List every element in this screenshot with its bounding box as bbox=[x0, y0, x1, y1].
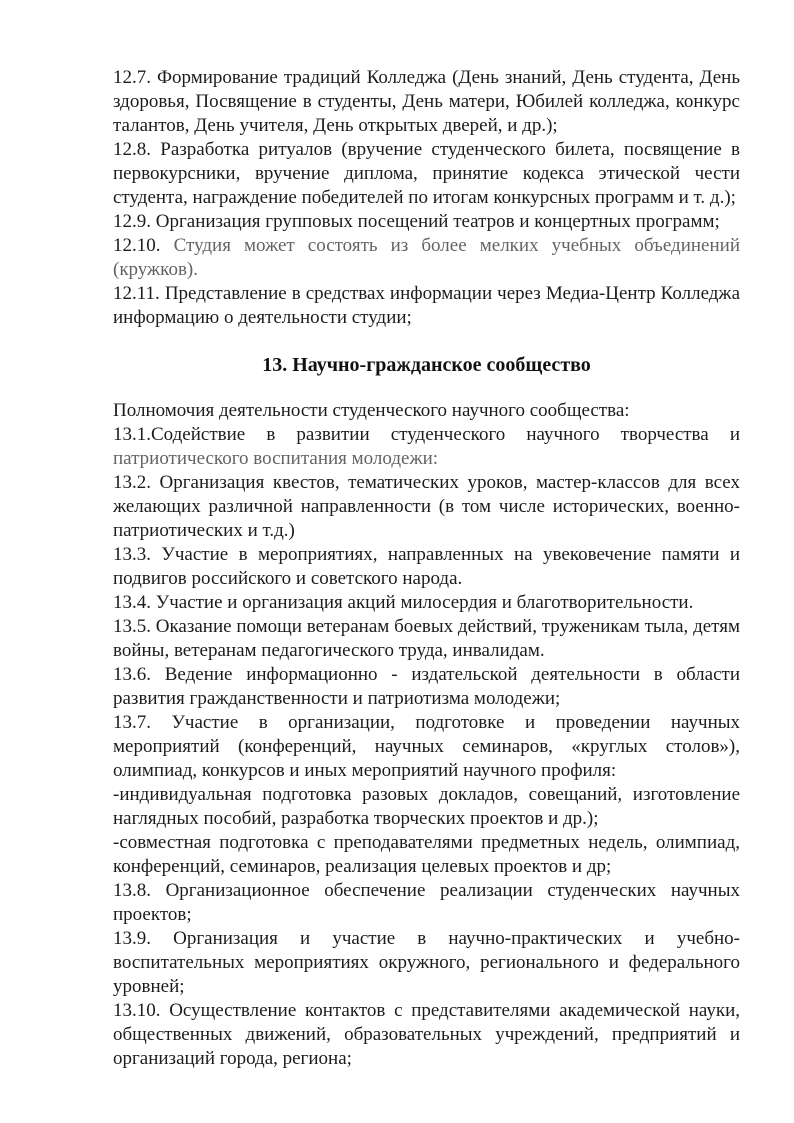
clause-13-5: 13.5. Оказание помощи ветеранам боевых действий, труженикам тыла, детям войны, ветеранам педагогического труда, инвалидам. bbox=[113, 616, 740, 661]
clause-12-11: 12.11. Представление в средствах информации через Медиа-Центр Колледжа информацию о деятельности студии; bbox=[113, 283, 740, 328]
clause-13-1-muted: патриотического воспитания молодежи: bbox=[113, 448, 439, 469]
section-13-intro: Полномочия деятельности студенческого научного сообщества: bbox=[113, 400, 630, 421]
clause-13-9: 13.9. Организация и участие в научно-практических и учебно-воспитательных мероприятиях окружного, регионального и федерального уровней; bbox=[113, 928, 740, 997]
clause-12-10-number: 12.10. bbox=[113, 235, 174, 256]
clause-12-9: 12.9. Организация групповых посещений театров и концертных программ; bbox=[113, 211, 720, 232]
clause-12-10-text: Студия может состоять из более мелких учебных объединений (кружков). bbox=[113, 235, 740, 280]
clause-13-8: 13.8. Организационное обеспечение реализации студенческих научных проектов; bbox=[113, 880, 740, 925]
clause-13-4: 13.4. Участие и организация акций милосердия и благотворительности. bbox=[113, 592, 694, 613]
clause-13-1 bbox=[113, 423, 740, 471]
clause-12-8: 12.8. Разработка ритуалов (вручение студенческого билета, посвящение в первокурсники, вручение диплома, принятие кодекса этической чести студента, награждение победителей по итогам конкурсных программ и т. д.); bbox=[113, 139, 740, 208]
clause-13-7-sub-individual: -индивидуальная подготовка разовых докладов, совещаний, изготовление наглядных пособий, разработка творческих проектов и др.); bbox=[113, 784, 740, 829]
clause-12-10 bbox=[113, 234, 740, 282]
clause-13-7: 13.7. Участие в организации, подготовке и проведении научных мероприятий (конференций, научных семинаров, «круглых столов»), олимпиад, конкурсов и иных мероприятий научного профиля: bbox=[113, 712, 740, 781]
clause-13-3: 13.3. Участие в мероприятиях, направленных на увековечение памяти и подвигов российского и советского народа. bbox=[113, 544, 740, 589]
clause-12-7: 12.7. Формирование традиций Колледжа (День знаний, День студента, День здоровья, Посвящение в студенты, День матери, Юбилей колледжа, конкурс талантов, День учителя, День открытых дверей, и др.); bbox=[113, 67, 740, 136]
clause-13-2: 13.2. Организация квестов, тематических уроков, мастер-классов для всех желающих различной направленности (в том числе исторических, военно-патриотических и т.д.) bbox=[113, 472, 740, 541]
section-13-heading: 13. Научно-гражданское сообщество bbox=[262, 354, 591, 376]
clause-13-10: 13.10. Осуществление контактов с представителями академической науки, общественных движений, образовательных учреждений, предприятий и организаций города, региона; bbox=[113, 1000, 740, 1069]
clause-13-7-sub-joint: -совместная подготовка с преподавателями предметных недель, олимпиад, конференций, семинаров, реализация целевых проектов и др; bbox=[113, 832, 740, 877]
clause-13-6: 13.6. Ведение информационно - издательской деятельности в области развития гражданственности и патриотизма молодежи; bbox=[113, 664, 740, 709]
clause-13-1-main: 13.1.Содействие в развитии студенческого научного творчества и bbox=[113, 424, 740, 445]
